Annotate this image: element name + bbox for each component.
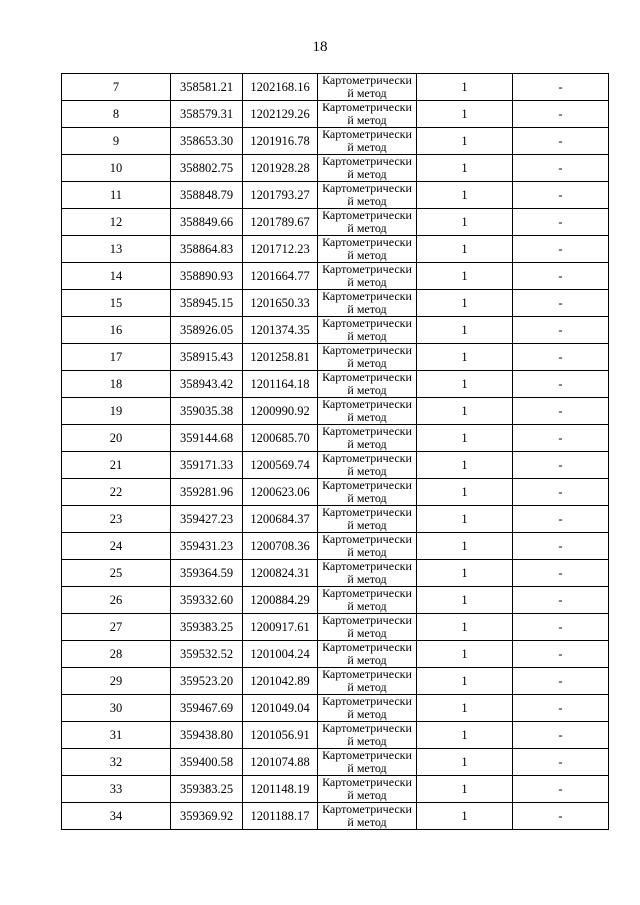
point-number-cell: 27 — [62, 614, 171, 641]
x-coordinate-cell: 359383.25 — [171, 614, 243, 641]
table-row — [62, 506, 609, 533]
method-cell: Картометрический метод — [318, 452, 417, 479]
note-cell: - — [513, 695, 609, 722]
accuracy-cell: 1 — [417, 128, 513, 155]
point-number-cell: 17 — [62, 344, 171, 371]
method-cell: Картометрический метод — [318, 722, 417, 749]
x-coordinate-cell: 359171.33 — [171, 452, 243, 479]
table-row — [62, 371, 609, 398]
table-row — [62, 533, 609, 560]
method-cell: Картометрический метод — [318, 506, 417, 533]
point-number-cell: 15 — [62, 290, 171, 317]
table-row — [62, 128, 609, 155]
point-number-cell: 9 — [62, 128, 171, 155]
method-cell: Картометрический метод — [318, 344, 417, 371]
x-coordinate-cell: 358581.21 — [171, 74, 243, 101]
x-coordinate-cell: 358653.30 — [171, 128, 243, 155]
x-coordinate-cell: 359364.59 — [171, 560, 243, 587]
table-row — [62, 398, 609, 425]
point-number-cell: 12 — [62, 209, 171, 236]
y-coordinate-cell: 1201928.28 — [243, 155, 318, 182]
note-cell: - — [513, 641, 609, 668]
accuracy-cell: 1 — [417, 668, 513, 695]
accuracy-cell: 1 — [417, 371, 513, 398]
coordinates-table-body — [62, 74, 609, 830]
x-coordinate-cell: 359532.52 — [171, 641, 243, 668]
note-cell: - — [513, 371, 609, 398]
point-number-cell: 14 — [62, 263, 171, 290]
y-coordinate-cell: 1202168.16 — [243, 74, 318, 101]
accuracy-cell: 1 — [417, 587, 513, 614]
note-cell: - — [513, 479, 609, 506]
y-coordinate-cell: 1201056.91 — [243, 722, 318, 749]
x-coordinate-cell: 359523.20 — [171, 668, 243, 695]
table-row — [62, 452, 609, 479]
note-cell: - — [513, 128, 609, 155]
accuracy-cell: 1 — [417, 398, 513, 425]
accuracy-cell: 1 — [417, 155, 513, 182]
y-coordinate-cell: 1201258.81 — [243, 344, 318, 371]
note-cell: - — [513, 101, 609, 128]
x-coordinate-cell: 358579.31 — [171, 101, 243, 128]
note-cell: - — [513, 398, 609, 425]
point-number-cell: 7 — [62, 74, 171, 101]
method-cell: Картометрический метод — [318, 668, 417, 695]
accuracy-cell: 1 — [417, 74, 513, 101]
x-coordinate-cell: 359431.23 — [171, 533, 243, 560]
y-coordinate-cell: 1200623.06 — [243, 479, 318, 506]
point-number-cell: 24 — [62, 533, 171, 560]
y-coordinate-cell: 1201789.67 — [243, 209, 318, 236]
note-cell: - — [513, 263, 609, 290]
accuracy-cell: 1 — [417, 533, 513, 560]
accuracy-cell: 1 — [417, 317, 513, 344]
x-coordinate-cell: 358848.79 — [171, 182, 243, 209]
accuracy-cell: 1 — [417, 479, 513, 506]
coordinates-table — [61, 73, 609, 830]
table-row — [62, 776, 609, 803]
point-number-cell: 18 — [62, 371, 171, 398]
y-coordinate-cell: 1201374.35 — [243, 317, 318, 344]
point-number-cell: 22 — [62, 479, 171, 506]
y-coordinate-cell: 1200685.70 — [243, 425, 318, 452]
y-coordinate-cell: 1201650.33 — [243, 290, 318, 317]
table-row — [62, 749, 609, 776]
point-number-cell: 26 — [62, 587, 171, 614]
note-cell: - — [513, 344, 609, 371]
accuracy-cell: 1 — [417, 749, 513, 776]
page-number: 18 — [312, 39, 328, 55]
method-cell: Картометрический метод — [318, 533, 417, 560]
accuracy-cell: 1 — [417, 722, 513, 749]
y-coordinate-cell: 1201164.18 — [243, 371, 318, 398]
note-cell: - — [513, 74, 609, 101]
table-row — [62, 425, 609, 452]
point-number-cell: 20 — [62, 425, 171, 452]
method-cell: Картометрический метод — [318, 182, 417, 209]
method-cell: Картометрический метод — [318, 695, 417, 722]
note-cell: - — [513, 776, 609, 803]
table-row — [62, 587, 609, 614]
method-cell: Картометрический метод — [318, 236, 417, 263]
y-coordinate-cell: 1202129.26 — [243, 101, 318, 128]
y-coordinate-cell: 1201664.77 — [243, 263, 318, 290]
note-cell: - — [513, 317, 609, 344]
method-cell: Картометрический метод — [318, 614, 417, 641]
x-coordinate-cell: 358864.83 — [171, 236, 243, 263]
table-row — [62, 641, 609, 668]
accuracy-cell: 1 — [417, 236, 513, 263]
accuracy-cell: 1 — [417, 425, 513, 452]
x-coordinate-cell: 358890.93 — [171, 263, 243, 290]
method-cell: Картометрический метод — [318, 317, 417, 344]
x-coordinate-cell: 359369.92 — [171, 803, 243, 830]
table-row — [62, 668, 609, 695]
accuracy-cell: 1 — [417, 641, 513, 668]
x-coordinate-cell: 358926.05 — [171, 317, 243, 344]
note-cell: - — [513, 722, 609, 749]
x-coordinate-cell: 359383.25 — [171, 776, 243, 803]
method-cell: Картометрический метод — [318, 209, 417, 236]
y-coordinate-cell: 1201148.19 — [243, 776, 318, 803]
table-row — [62, 182, 609, 209]
note-cell: - — [513, 182, 609, 209]
y-coordinate-cell: 1200708.36 — [243, 533, 318, 560]
point-number-cell: 28 — [62, 641, 171, 668]
table-row — [62, 560, 609, 587]
method-cell: Картометрический метод — [318, 155, 417, 182]
y-coordinate-cell: 1201793.27 — [243, 182, 318, 209]
method-cell: Картометрический метод — [318, 74, 417, 101]
note-cell: - — [513, 614, 609, 641]
y-coordinate-cell: 1200684.37 — [243, 506, 318, 533]
table-row — [62, 695, 609, 722]
method-cell: Картометрический метод — [318, 749, 417, 776]
x-coordinate-cell: 359427.23 — [171, 506, 243, 533]
point-number-cell: 25 — [62, 560, 171, 587]
table-row — [62, 290, 609, 317]
x-coordinate-cell: 359467.69 — [171, 695, 243, 722]
method-cell: Картометрический метод — [318, 587, 417, 614]
method-cell: Картометрический метод — [318, 371, 417, 398]
note-cell: - — [513, 290, 609, 317]
method-cell: Картометрический метод — [318, 803, 417, 830]
method-cell: Картометрический метод — [318, 479, 417, 506]
point-number-cell: 11 — [62, 182, 171, 209]
table-row — [62, 209, 609, 236]
x-coordinate-cell: 359144.68 — [171, 425, 243, 452]
accuracy-cell: 1 — [417, 506, 513, 533]
note-cell: - — [513, 560, 609, 587]
method-cell: Картометрический метод — [318, 263, 417, 290]
method-cell: Картометрический метод — [318, 425, 417, 452]
y-coordinate-cell: 1200990.92 — [243, 398, 318, 425]
table-row — [62, 263, 609, 290]
y-coordinate-cell: 1200917.61 — [243, 614, 318, 641]
method-cell: Картометрический метод — [318, 560, 417, 587]
accuracy-cell: 1 — [417, 182, 513, 209]
y-coordinate-cell: 1200824.31 — [243, 560, 318, 587]
accuracy-cell: 1 — [417, 803, 513, 830]
point-number-cell: 13 — [62, 236, 171, 263]
x-coordinate-cell: 359438.80 — [171, 722, 243, 749]
point-number-cell: 33 — [62, 776, 171, 803]
point-number-cell: 23 — [62, 506, 171, 533]
y-coordinate-cell: 1201074.88 — [243, 749, 318, 776]
point-number-cell: 31 — [62, 722, 171, 749]
table-row — [62, 803, 609, 830]
note-cell: - — [513, 452, 609, 479]
x-coordinate-cell: 359281.96 — [171, 479, 243, 506]
accuracy-cell: 1 — [417, 290, 513, 317]
table-row — [62, 344, 609, 371]
table-row — [62, 479, 609, 506]
point-number-cell: 21 — [62, 452, 171, 479]
y-coordinate-cell: 1201916.78 — [243, 128, 318, 155]
accuracy-cell: 1 — [417, 101, 513, 128]
x-coordinate-cell: 359400.58 — [171, 749, 243, 776]
x-coordinate-cell: 359332.60 — [171, 587, 243, 614]
table-row — [62, 317, 609, 344]
accuracy-cell: 1 — [417, 614, 513, 641]
x-coordinate-cell: 358849.66 — [171, 209, 243, 236]
accuracy-cell: 1 — [417, 776, 513, 803]
point-number-cell: 29 — [62, 668, 171, 695]
method-cell: Картометрический метод — [318, 101, 417, 128]
x-coordinate-cell: 359035.38 — [171, 398, 243, 425]
y-coordinate-cell: 1201712.23 — [243, 236, 318, 263]
note-cell: - — [513, 533, 609, 560]
note-cell: - — [513, 155, 609, 182]
y-coordinate-cell: 1201049.04 — [243, 695, 318, 722]
method-cell: Картометрический метод — [318, 128, 417, 155]
note-cell: - — [513, 506, 609, 533]
y-coordinate-cell: 1200569.74 — [243, 452, 318, 479]
note-cell: - — [513, 236, 609, 263]
method-cell: Картометрический метод — [318, 641, 417, 668]
point-number-cell: 34 — [62, 803, 171, 830]
y-coordinate-cell: 1200884.29 — [243, 587, 318, 614]
table-row — [62, 722, 609, 749]
accuracy-cell: 1 — [417, 695, 513, 722]
note-cell: - — [513, 749, 609, 776]
note-cell: - — [513, 209, 609, 236]
y-coordinate-cell: 1201188.17 — [243, 803, 318, 830]
accuracy-cell: 1 — [417, 263, 513, 290]
table-row — [62, 101, 609, 128]
table-row — [62, 155, 609, 182]
point-number-cell: 8 — [62, 101, 171, 128]
point-number-cell: 32 — [62, 749, 171, 776]
point-number-cell: 19 — [62, 398, 171, 425]
table-row — [62, 614, 609, 641]
note-cell: - — [513, 587, 609, 614]
accuracy-cell: 1 — [417, 560, 513, 587]
x-coordinate-cell: 358802.75 — [171, 155, 243, 182]
point-number-cell: 30 — [62, 695, 171, 722]
point-number-cell: 16 — [62, 317, 171, 344]
method-cell: Картометрический метод — [318, 398, 417, 425]
accuracy-cell: 1 — [417, 209, 513, 236]
method-cell: Картометрический метод — [318, 776, 417, 803]
y-coordinate-cell: 1201004.24 — [243, 641, 318, 668]
note-cell: - — [513, 668, 609, 695]
table-row — [62, 74, 609, 101]
point-number-cell: 10 — [62, 155, 171, 182]
accuracy-cell: 1 — [417, 452, 513, 479]
x-coordinate-cell: 358945.15 — [171, 290, 243, 317]
method-cell: Картометрический метод — [318, 290, 417, 317]
accuracy-cell: 1 — [417, 344, 513, 371]
note-cell: - — [513, 803, 609, 830]
x-coordinate-cell: 358943.42 — [171, 371, 243, 398]
x-coordinate-cell: 358915.43 — [171, 344, 243, 371]
table-row — [62, 236, 609, 263]
y-coordinate-cell: 1201042.89 — [243, 668, 318, 695]
note-cell: - — [513, 425, 609, 452]
